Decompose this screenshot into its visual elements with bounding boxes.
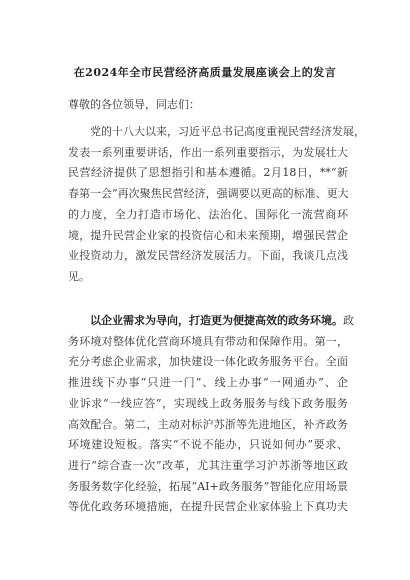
paragraph-line: 充分考虑企业需求，加快建设一体化政务服务平台。全面 [68,355,348,369]
paragraph-line: 推进线下办事“只进一门”、线上办事“一网通办”、企 [68,376,348,390]
paragraph-line: 业投资动力，激发民营经济发展活力。下面，我谈几点浅 [68,249,348,263]
paragraph-government-environment [68,311,354,518]
paragraph-line: 进行“综合查一次”改革，尤其注重学习沪苏浙等地区政 [68,458,348,472]
document-title: 在2024年全市民营经济高质量发展座谈会上的发言 [73,66,337,79]
paragraph-line: 党的十八大以来，习近平总书记高度重视民营经济发展， [90,125,365,138]
paragraph-line: 高效配合。第二，主动对标沪苏浙等先进地区，补齐政务 [68,417,348,431]
paragraph-intro [68,122,365,288]
paragraph-line: 等优化政务环境措施，在提升民营企业家体验上下真功夫 [68,500,348,514]
paragraph-line: 的力度，全力打造市场化、法治化、国际化一流营商环 [68,207,348,221]
paragraph-line: 境，提升民营企业家的投资信心和未来预期，增强民营企 [68,228,348,242]
paragraph-line: 见。 [68,269,90,283]
paragraph-line: 务服务数字化经验，拓展“AI+政务服务”智能化应用场景 [68,479,348,493]
section-heading: 以企业需求为导向，打造更为便捷高效的政务环境。 [90,314,343,327]
paragraph-line: 春第一会”再次聚焦民营经济，强调要以更高的标准、更大 [68,187,349,201]
paragraph-line: 务环境对整体优化营商环境具有带动和保障作用。第一， [68,334,348,348]
paragraph-line: 业诉求“一线应答”，实现线上政务服务与线下政务服务 [68,396,348,410]
salutation: 尊敬的各位领导，同志们： [68,98,200,111]
paragraph-line: 民营经济提供了思想指引和基本遵循。2月18日，**“新 [68,166,348,180]
paragraph-line: 发表一系列重要讲话，作出一系列重要指示，为发展壮大 [68,145,348,159]
paragraph-line: 环境建设短板。落实“不说不能办，只说如何办”要求、 [68,438,348,452]
paragraph-heading-line [68,311,354,332]
paragraph-text: 政 [343,314,354,327]
